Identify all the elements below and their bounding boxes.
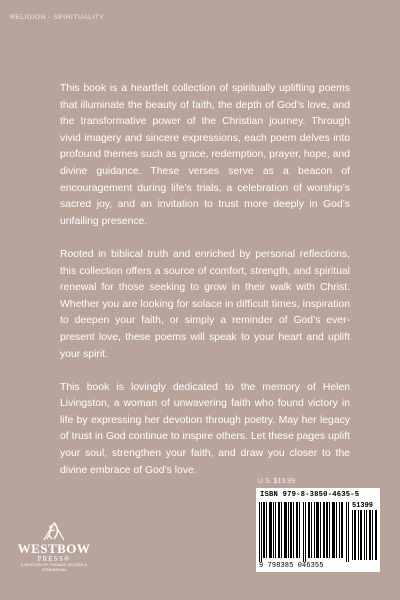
addon-barcode-bars	[352, 510, 377, 560]
publisher-press: PRESS®	[37, 555, 71, 563]
price-label: U.S. $13.99	[258, 478, 295, 485]
ean-digits: 9 798385 046355	[259, 562, 324, 570]
blurb-paragraph-1: This book is a heartfelt collection of spiritually uplifting poems that illuminate the beauty of faith, the depth of God’s love, and the transformative power of the Christian journey. Through vivid imagery and sincere expressions, each poem delves into profound themes such as grace, redemption, prayer, hope, and divine guidance. These verses serve as a beacon of encouragement during life’s trials, a celebration of worship’s sacred joy, and an invitation to trust more deeply in God’s unfailing presence.	[60, 83, 350, 227]
price-addon-digits: 51399	[352, 502, 374, 510]
publisher-logo	[14, 520, 94, 573]
ean-barcode-bars	[259, 502, 351, 562]
blurb-paragraph-2: Rooted in biblical truth and enriched by personal reflections, this collection offers a source of comfort, strength, and spiritual renewal for those seeking to grow in their walk with Christ. Whether you are looking for solace in difficult times, inspiration to deepen your faith, or simply a reminder of God’s ever-present love, these poems will speak to your heart and uplift your spirit.	[60, 248, 350, 360]
archer-icon	[41, 520, 67, 542]
back-cover-blurb	[60, 81, 350, 496]
blurb-paragraph-3: This book is lovingly dedicated to the memory of Helen Livingston, a woman of unwavering faith who found victory in life by expressing her devotion through poetry. May her legacy of trust in God continue to inspire others. Let these pages uplift your soul, strengthen your faith, and draw you closer to the divine embrace of God’s love.	[60, 381, 350, 476]
isbn-barcode	[256, 488, 380, 572]
category-label: RELIGION - SPIRITUALITY	[10, 14, 105, 21]
publisher-division: A DIVISION OF THOMAS NELSON & ZONDERVAN	[20, 563, 88, 572]
isbn-label: ISBN 979-8-3850-4635-5	[260, 491, 360, 499]
publisher-name: WESTBOW	[17, 541, 91, 556]
